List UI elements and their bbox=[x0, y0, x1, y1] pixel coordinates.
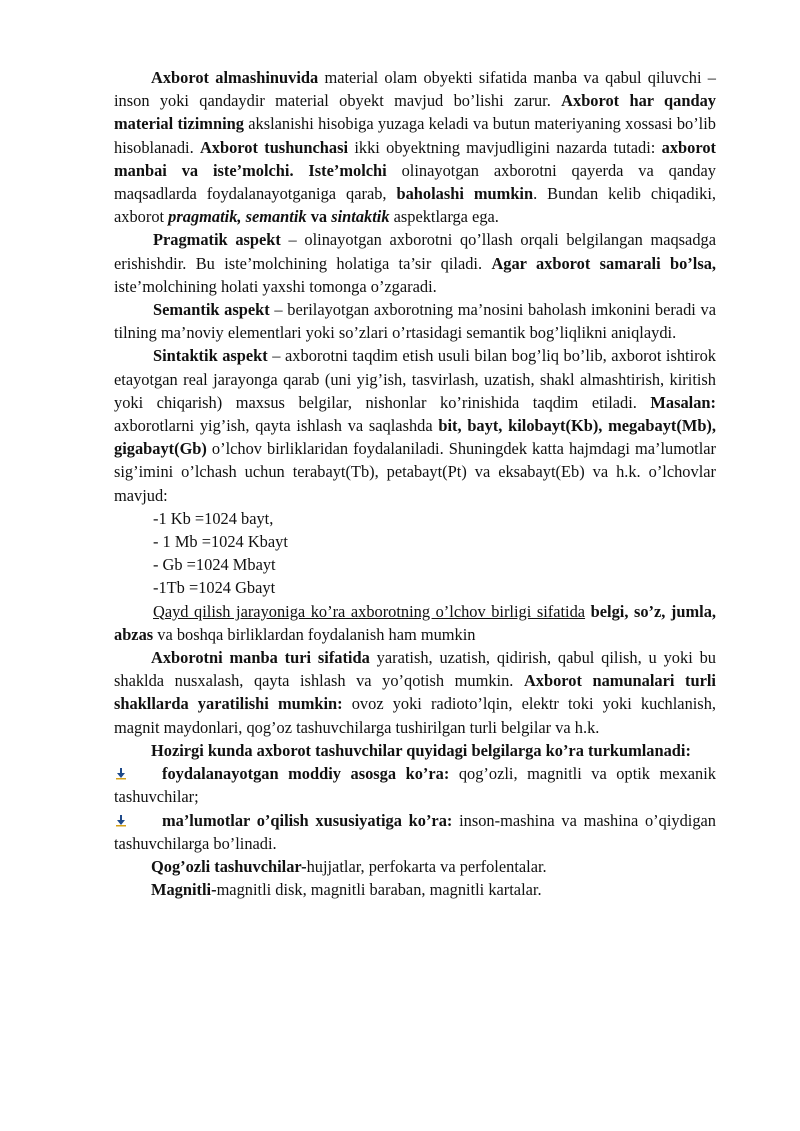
unit-line: - Gb =1024 Mbayt bbox=[153, 555, 276, 575]
unit-line: -1Tb =1024 Gbayt bbox=[153, 578, 276, 598]
down-arrow-bullet-icon bbox=[114, 813, 128, 827]
bold-text: Semantik aspekt bbox=[153, 300, 270, 320]
bullet-item bbox=[114, 809, 716, 855]
bold-text: baholashi mumkin bbox=[396, 184, 534, 204]
bold-text: ma’lumotlar o’qilish xususiyatiga ko’ra: bbox=[162, 810, 453, 830]
text: magnitli disk, magnitli baraban, magnitli kartalar. bbox=[216, 880, 542, 900]
bold-text: Axborotni manba turi sifatida bbox=[151, 648, 370, 668]
paragraph-pragmatik-aspekt bbox=[114, 228, 716, 298]
bold-italic-text: pragmatik, semantik bbox=[168, 207, 307, 227]
text: akslanishi hisobiga yuzaga keladi va butun materiyaning xossasi bo’lib hisoblanadi. bbox=[114, 114, 716, 157]
bold-text: Sintaktik aspekt bbox=[153, 346, 268, 366]
bold-text: foydalanayotgan moddiy asosga ko’ra: bbox=[162, 764, 450, 784]
unit-line: - 1 Mb =1024 Kbayt bbox=[153, 532, 288, 552]
text: material olam obyekti sifatida manba va qabul qiluvchi – inson yoki qandaydir material obyekt mavjud bo’lishi zarur. bbox=[114, 68, 716, 111]
bold-text: Pragmatik aspekt bbox=[153, 230, 281, 250]
text: yaratish, uzatish, qidirish, qabul qilish, u yoki bu shaklda nusxalash, qayta ishlash va yo’qotish mumkin. bbox=[114, 648, 716, 691]
paragraph-semantik-aspekt bbox=[114, 298, 716, 344]
bold-text: va bbox=[310, 207, 328, 227]
paragraph-sintaktik-aspekt bbox=[114, 344, 716, 506]
text: – olinayotgan axborotni qo’llash orqali belgilangan maqsadga erishishdir. Bu iste’molchining holatiga ta’sir qiladi. bbox=[114, 230, 716, 273]
bold-text: belgi, so’z, jumla, abzas bbox=[114, 601, 716, 644]
text: qog’ozli, magnitli va optik mexanik tashuvchilar; bbox=[114, 764, 716, 807]
text: aspektlarga ega. bbox=[389, 207, 499, 227]
text: ikki obyektning mavjudligini nazarda tutadi: bbox=[348, 137, 662, 157]
text: axborotlarni yig’ish, qayta ishlash va saqlashda bbox=[114, 416, 439, 436]
bold-text: Axborot har qanday material tizimning bbox=[114, 91, 716, 134]
bold-text: Axborot almashinuvida bbox=[151, 68, 319, 87]
text: hujjatlar, perfokarta va perfolentalar. bbox=[306, 856, 547, 876]
bold-text: Axborot namunalari turli shakllarda yaratilishi mumkin: bbox=[114, 671, 716, 714]
bold-text: Masalan: bbox=[650, 392, 716, 412]
paragraph-qogozli-tashuvchilar bbox=[114, 855, 716, 878]
paragraph-hozirgi-kunda bbox=[114, 739, 716, 762]
text: – axborotni taqdim etish usuli bilan bog’liq bo’lib, axborot ishtirok etayotgan real jarayonga qarab (uni yig’ish, tasvirlash, uzatish, shakl almashtirish, kiritish yoki chiqarish) maxsus belgilar, nishonlar ko’rinishida taqdim etiladi. bbox=[114, 346, 716, 412]
paragraph-magnitli bbox=[114, 878, 716, 901]
paragraph-qayd-qilish bbox=[114, 600, 716, 646]
underlined-text: Qayd qilish jarayoniga ko’ra axborotning o’lchov birligi sifatida bbox=[153, 601, 586, 621]
bold-text: axborot manbai va iste’molchi. Iste’molchi bbox=[114, 137, 716, 180]
bold-text: Axborot tushunchasi bbox=[199, 137, 349, 157]
text: olinayotgan axborotni qayerda va qanday maqsadlarda foydalanayotganiga qarab, bbox=[114, 160, 716, 204]
bold-text: Hozirgi kunda axborot tashuvchilar quyidagi belgilarga ko’ra turkumlanadi: bbox=[151, 740, 691, 760]
bold-text: Qog’ozli tashuvchilar- bbox=[151, 856, 307, 876]
bullet-item bbox=[114, 762, 716, 808]
paragraph-axborot-almashinuvi bbox=[114, 66, 716, 228]
unit-line: -1 Kb =1024 bayt, bbox=[153, 508, 274, 528]
down-arrow-bullet-icon bbox=[114, 766, 128, 780]
text: ovoz yoki radioto’lqin, elektr toki yoki kuchlanish, magnit maydonlari, qog’oz tashuvchilarga tushirilgan turli belgilar va h.k. bbox=[114, 694, 716, 737]
bold-text: Magnitli- bbox=[151, 880, 217, 900]
text: – berilayotgan axborotning ma’nosini baholash imkonini beradi va tilning ma’noviy elementlari yoki so’zlari o’rtasidagi semantik bog’liqlikni aniqlaydi. bbox=[114, 300, 716, 343]
text: inson-mashina va mashina o’qiydigan tashuvchilarga bo’linadi. bbox=[114, 810, 716, 853]
text: iste’molchining holati yaxshi tomonga o’zgaradi. bbox=[114, 276, 437, 296]
text: va boshqa birliklardan foydalanish ham mumkin bbox=[153, 624, 476, 644]
bold-text: Agar axborot samarali bo’lsa, bbox=[491, 253, 716, 273]
bold-italic-text: sintaktik bbox=[331, 207, 390, 227]
text: . Bundan kelib chiqadiki, axborot bbox=[114, 184, 716, 227]
paragraph-manba-turi bbox=[114, 646, 716, 739]
bold-text: bit, bayt, kilobayt(Kb), megabayt(Mb), gigabayt(Gb) bbox=[114, 416, 716, 459]
text: o’lchov birliklaridan foydalaniladi. Shuningdek katta hajmdagi ma’lumotlar sig’imini o’lchash uchun terabayt(Tb), petabayt(Pt) va eksabayt(Eb) va h.k. o’lchovlar mavjud: bbox=[114, 439, 716, 505]
document-body bbox=[114, 66, 716, 901]
